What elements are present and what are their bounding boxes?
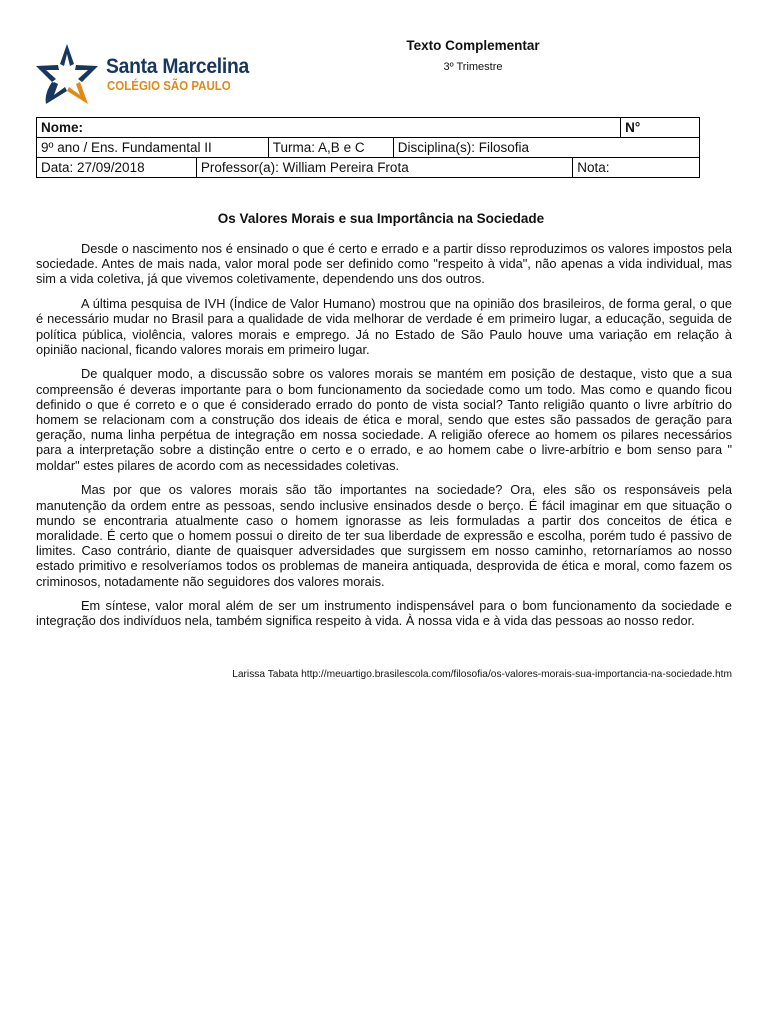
paragraph: De qualquer modo, a discussão sobre os valores morais se mantém em posição de destaque, visto que a sua compreensão é deveras importante para o bom funcionamento da sociedade como um todo. Mas como e quando ficou definido o que é correto e o que é considerado errado do ponto de vista social? Tanto religião quanto o livre arbítrio do homem se relacionam com a construção dos ideais de ética e moral, sendo que estes são passados de geração para geração, numa linha perpétua de integração em nossa sociedade. A religião oferece ao homem os pilares necessários para a interpretação sobre a distinção entre o certo e o errado, e ao homem cabe o livre-arbítrio e bom senso para " moldar" estes pilares de acordo com as necessidades coletivas. — [36, 366, 732, 473]
paragraph: A última pesquisa de IVH (Índice de Valor Humano) mostrou que na opinião dos brasileiros, de forma geral, o que é necessário mudar no Brasil para a qualidade de vida melhorar de verdade é em primeiro lugar, a educação, seguida de política pública, violência, valores morais e emprego. Já no Estado de São Paulo houve uma variação em relação à opinião nacional, ficando valores morais em primeiro lugar. — [36, 296, 732, 357]
table-row — [37, 118, 700, 138]
teacher-cell: Professor(a): William Pereira Frota — [196, 158, 572, 178]
subject-cell: Disciplina(s): Filosofia — [393, 138, 699, 158]
school-logo — [34, 42, 249, 106]
paragraph: Desde o nascimento nos é ensinado o que é certo e errado e a partir disso reproduzimos os valores impostos pela sociedade. Antes de mais nada, valor moral pode ser definido como "respeito à vida", não apenas a vida individual, mas sim a vida coletiva, já que vivemos coletivamente, dependendo uns dos outros. — [36, 241, 732, 287]
brand-subtitle: COLÉGIO SÃO PAULO — [107, 79, 231, 93]
document-title: Texto Complementar — [406, 38, 540, 53]
student-info-table — [36, 117, 700, 178]
document-header — [0, 0, 768, 112]
grade-score-field[interactable]: Nota: — [573, 158, 700, 178]
article-title: Os Valores Morais e sua Importância na Sociedade — [217, 211, 545, 226]
paragraph: Mas por que os valores morais são tão importantes na sociedade? Ora, eles são os responsáveis pela manutenção da ordem entre as pessoas, sendo inclusive ensinados desde o berço. É fácil imaginar em que situação o mundo se encontraria atualmente caso o homem ignorasse as leis formuladas a partir dos conceitos de ética e moralidade. É certo que o homem possui o direito de ter sua liberdade de expressão e escolha, porém tudo é passivo de limites. Caso contrário, diante de quaisquer adversidades que surgissem em nosso caminho, retornaríamos ao nosso estado primitivo e resolveríamos todos os problemas de maneira antiquada, desprovida de ética e moral, como fazem os criminosos, notadamente não seguidores dos valores morais. — [36, 482, 732, 589]
table-row — [37, 138, 700, 158]
document-term: 3º Trimestre — [443, 61, 503, 73]
star-logo-icon — [34, 42, 100, 106]
grade-cell: 9º ano / Ens. Fundamental II — [37, 138, 269, 158]
brand-name: Santa Marcelina — [106, 55, 249, 78]
article-source: Larissa Tabata http://meuartigo.brasilescola.com/filosofia/os-valores-morais-sua-importancia-na-sociedade.htm — [232, 669, 732, 680]
date-cell: Data: 27/09/2018 — [37, 158, 197, 178]
class-cell: Turma: A,B e C — [268, 138, 393, 158]
table-row — [37, 158, 700, 178]
name-field[interactable]: Nome: — [37, 118, 621, 138]
number-field[interactable]: N° — [621, 118, 700, 138]
paragraph: Em síntese, valor moral além de ser um instrumento indispensável para o bom funcionamento da sociedade e integração dos indivíduos nela, também significa respeito à vida. À nossa vida e à vida das pessoas ao nosso redor. — [36, 598, 732, 629]
article-body — [36, 241, 732, 638]
